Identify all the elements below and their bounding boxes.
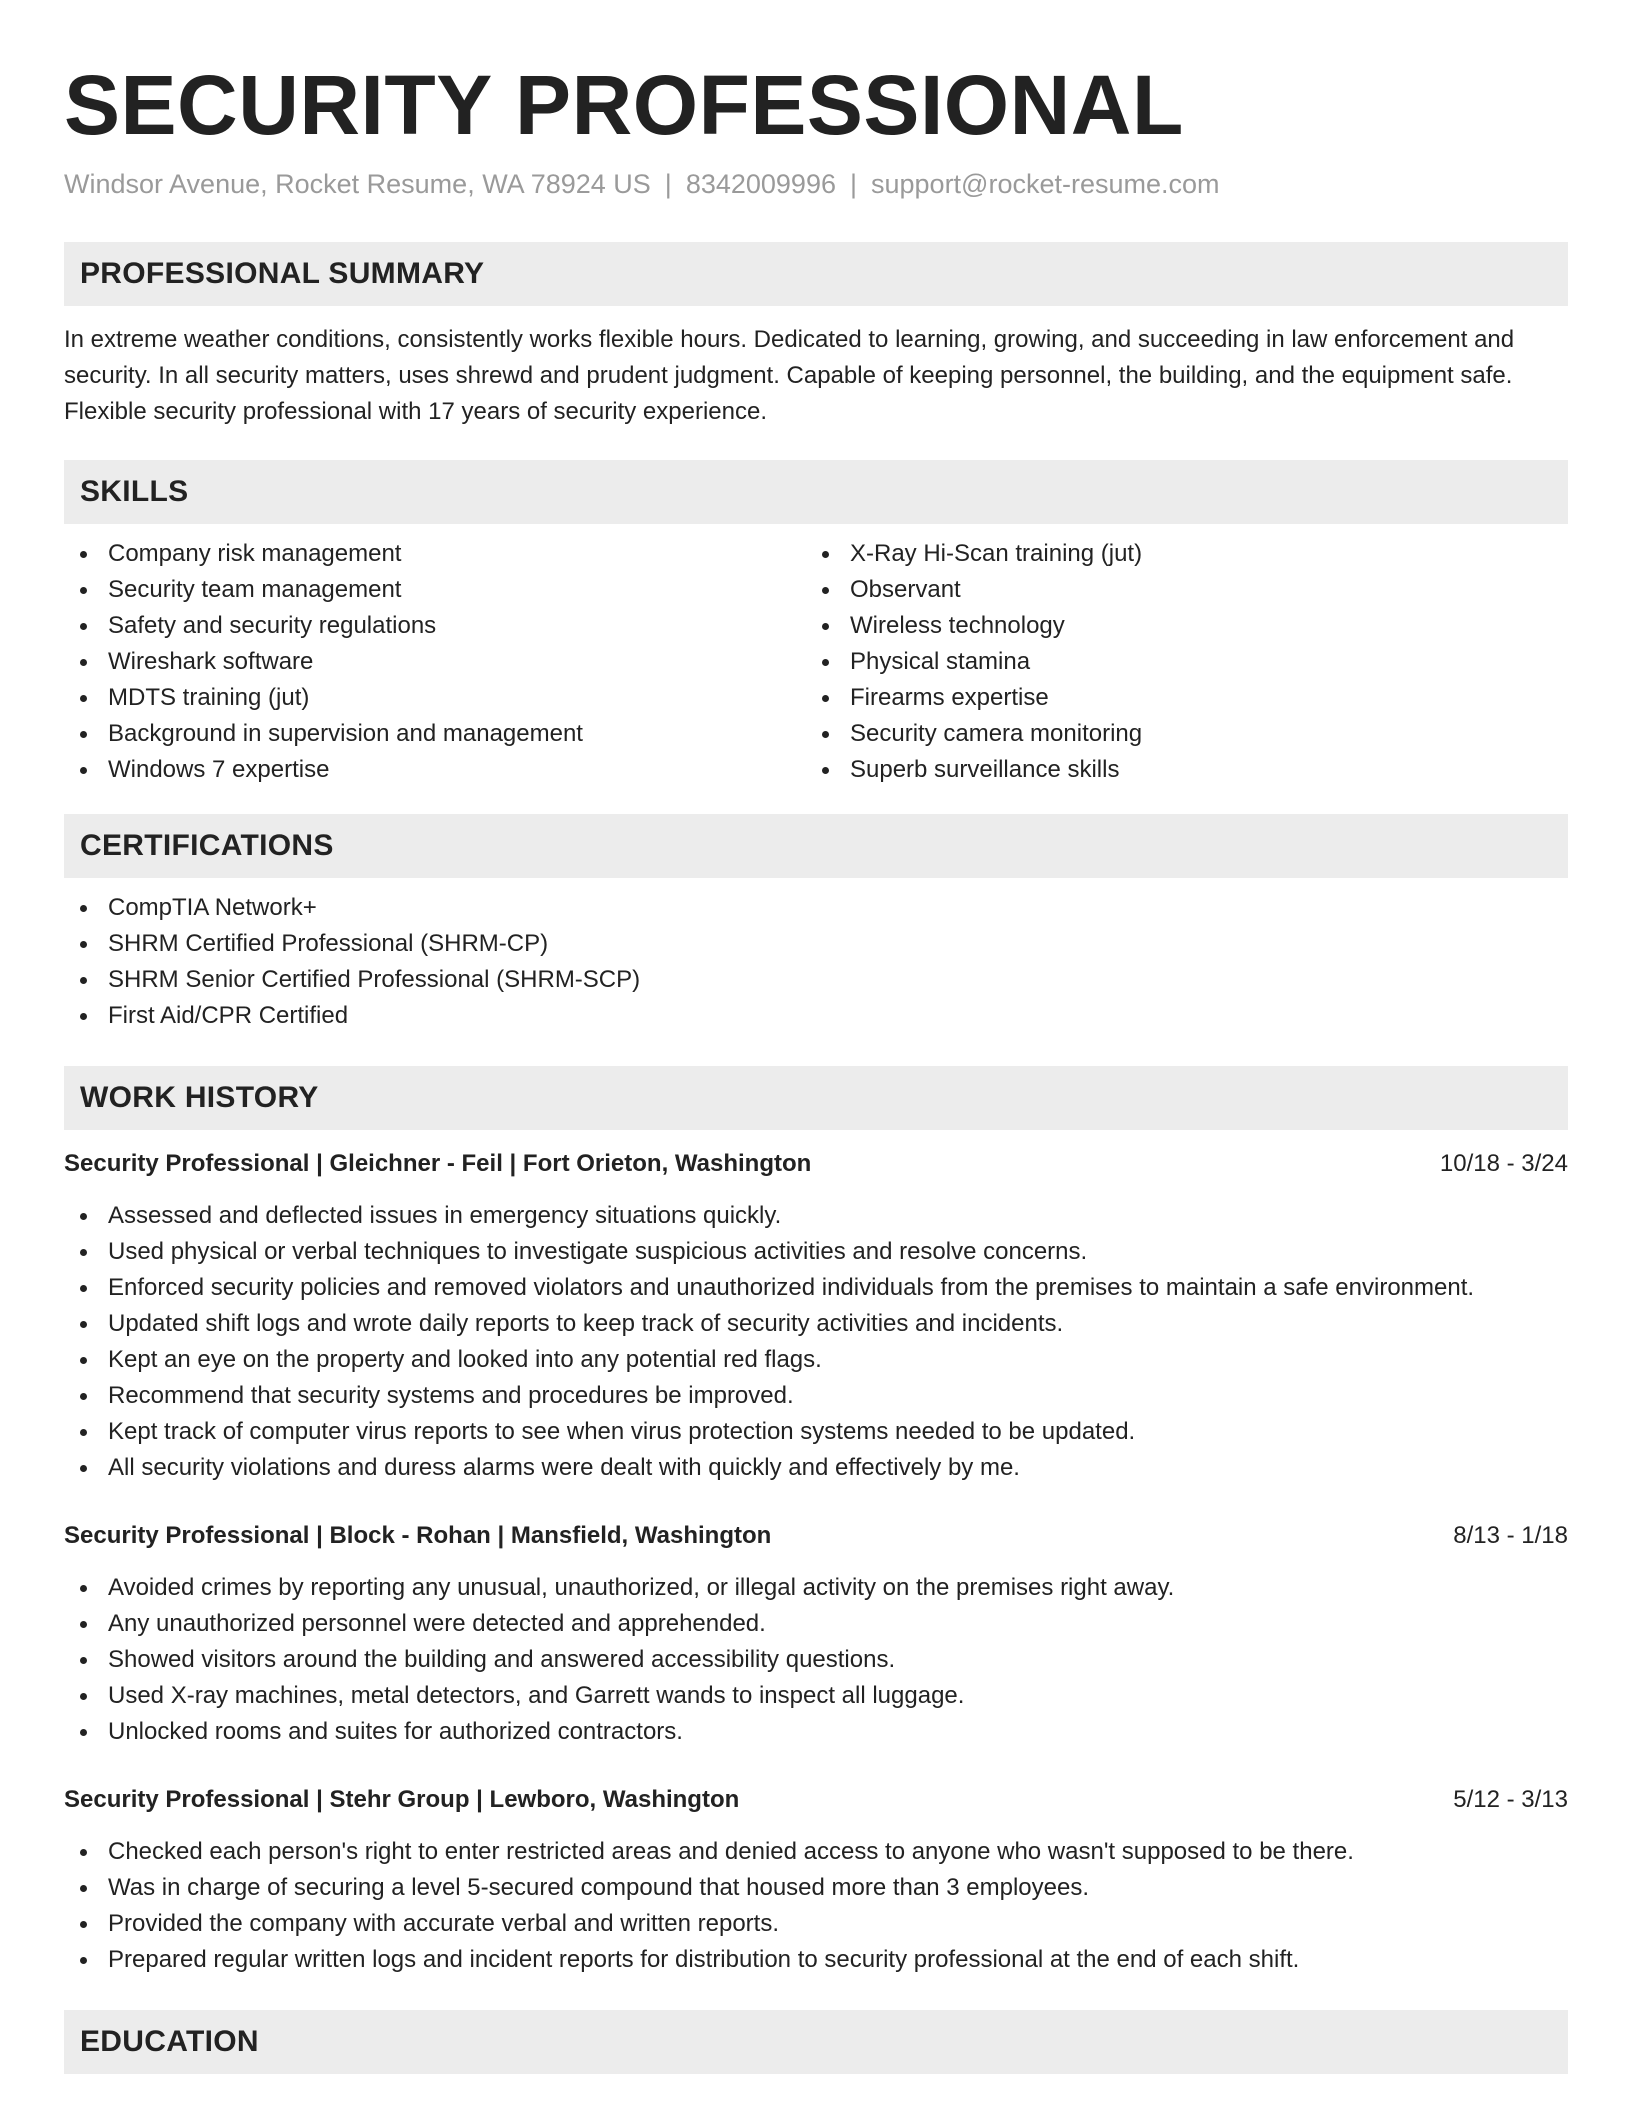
certification-item: SHRM Certified Professional (SHRM-CP) xyxy=(64,926,1568,962)
skill-item: Safety and security regulations xyxy=(64,608,806,644)
job-bullets xyxy=(64,1570,1568,1750)
skill-item: Windows 7 expertise xyxy=(64,752,806,788)
skill-item: MDTS training (jut) xyxy=(64,680,806,716)
job-bullets xyxy=(64,1834,1568,1978)
job-entry xyxy=(64,1782,1568,1978)
job-title: Security Professional | Stehr Group | Lewboro, Washington xyxy=(64,1786,740,1813)
skill-item: Wireless technology xyxy=(806,608,1548,644)
contact-separator: | xyxy=(849,169,857,199)
job-bullet: Recommend that security systems and procedures be improved. xyxy=(64,1378,1568,1414)
skill-item: Observant xyxy=(806,572,1548,608)
job-header xyxy=(64,1146,1568,1182)
skill-item: Firearms expertise xyxy=(806,680,1548,716)
resume-page xyxy=(64,0,1568,2074)
skills-list-right xyxy=(806,536,1548,788)
skill-item: Physical stamina xyxy=(806,644,1548,680)
job-bullet: Checked each person's right to enter restricted areas and denied access to anyone who wasn't supposed to be there. xyxy=(64,1834,1568,1870)
job-bullet: Enforced security policies and removed violators and unauthorized individuals from the premises to maintain a safe environment. xyxy=(64,1270,1568,1306)
job-header xyxy=(64,1518,1568,1554)
certification-item: First Aid/CPR Certified xyxy=(64,998,1568,1034)
contact-email: support@rocket-resume.com xyxy=(871,169,1220,199)
job-dates: 10/18 - 3/24 xyxy=(1439,1150,1568,1177)
job-entry xyxy=(64,1518,1568,1750)
contact-phone: 8342009996 xyxy=(685,169,836,199)
section-header-certifications: CERTIFICATIONS xyxy=(64,814,1568,878)
job-dates: 8/13 - 1/18 xyxy=(1453,1522,1568,1549)
job-bullet: Showed visitors around the building and answered accessibility questions. xyxy=(64,1642,1568,1678)
job-bullets xyxy=(64,1198,1568,1486)
job-bullet: Provided the company with accurate verbal and written reports. xyxy=(64,1906,1568,1942)
skills-column-right xyxy=(806,536,1548,788)
certification-item: SHRM Senior Certified Professional (SHRM-SCP) xyxy=(64,962,1568,998)
certifications-list xyxy=(64,890,1568,1034)
contact-separator: | xyxy=(664,169,672,199)
skills-column-left xyxy=(64,536,806,788)
skill-item: Company risk management xyxy=(64,536,806,572)
job-bullet: Used physical or verbal techniques to investigate suspicious activities and resolve concerns. xyxy=(64,1234,1568,1270)
job-bullet: Assessed and deflected issues in emergency situations quickly. xyxy=(64,1198,1568,1234)
job-bullet: Kept an eye on the property and looked into any potential red flags. xyxy=(64,1342,1568,1378)
job-bullet: Any unauthorized personnel were detected and apprehended. xyxy=(64,1606,1568,1642)
section-header-work-history: WORK HISTORY xyxy=(64,1066,1568,1130)
job-title: Security Professional | Block - Rohan | Mansfield, Washington xyxy=(64,1522,772,1549)
job-title: Security Professional | Gleichner - Feil | Fort Orieton, Washington xyxy=(64,1150,812,1177)
job-bullet: Used X-ray machines, metal detectors, and Garrett wands to inspect all luggage. xyxy=(64,1678,1568,1714)
summary-text: In extreme weather conditions, consistently works flexible hours. Dedicated to learning, growing, and succeeding in law enforcement and security. In all security matters, uses shrewd and prudent judgment. Capable of keeping personnel, the building, and the equipment safe. Flexible security professional with 17 years of security experience. xyxy=(64,326,1515,425)
job-header xyxy=(64,1782,1568,1818)
job-bullet: Updated shift logs and wrote daily reports to keep track of security activities and incidents. xyxy=(64,1306,1568,1342)
job-dates: 5/12 - 3/13 xyxy=(1453,1786,1568,1813)
skill-item: Security team management xyxy=(64,572,806,608)
skill-item: Wireshark software xyxy=(64,644,806,680)
section-header-skills: SKILLS xyxy=(64,460,1568,524)
job-bullet: Prepared regular written logs and incident reports for distribution to security professional at the end of each shift. xyxy=(64,1942,1568,1978)
job-bullet: Was in charge of securing a level 5-secured compound that housed more than 3 employees. xyxy=(64,1870,1568,1906)
contact-address: Windsor Avenue, Rocket Resume, WA 78924 US xyxy=(64,169,651,199)
skills-list-left xyxy=(64,536,806,788)
skill-item: Superb surveillance skills xyxy=(806,752,1548,788)
job-bullet: All security violations and duress alarms were dealt with quickly and effectively by me. xyxy=(64,1450,1568,1486)
skills-columns xyxy=(64,536,1568,788)
job-bullet: Unlocked rooms and suites for authorized contractors. xyxy=(64,1714,1568,1750)
skill-item: Security camera monitoring xyxy=(806,716,1548,752)
contact-line xyxy=(64,166,1568,202)
job-bullet: Avoided crimes by reporting any unusual, unauthorized, or illegal activity on the premises right away. xyxy=(64,1570,1568,1606)
skill-item: Background in supervision and management xyxy=(64,716,806,752)
certification-item: CompTIA Network+ xyxy=(64,890,1568,926)
section-header-education: EDUCATION xyxy=(64,2010,1568,2074)
job-entry xyxy=(64,1146,1568,1486)
skill-item: X-Ray Hi-Scan training (jut) xyxy=(806,536,1548,572)
job-bullet: Kept track of computer virus reports to see when virus protection systems needed to be updated. xyxy=(64,1414,1568,1450)
section-header-summary: PROFESSIONAL SUMMARY xyxy=(64,242,1568,306)
resume-name: SECURITY PROFESSIONAL xyxy=(64,58,1184,152)
